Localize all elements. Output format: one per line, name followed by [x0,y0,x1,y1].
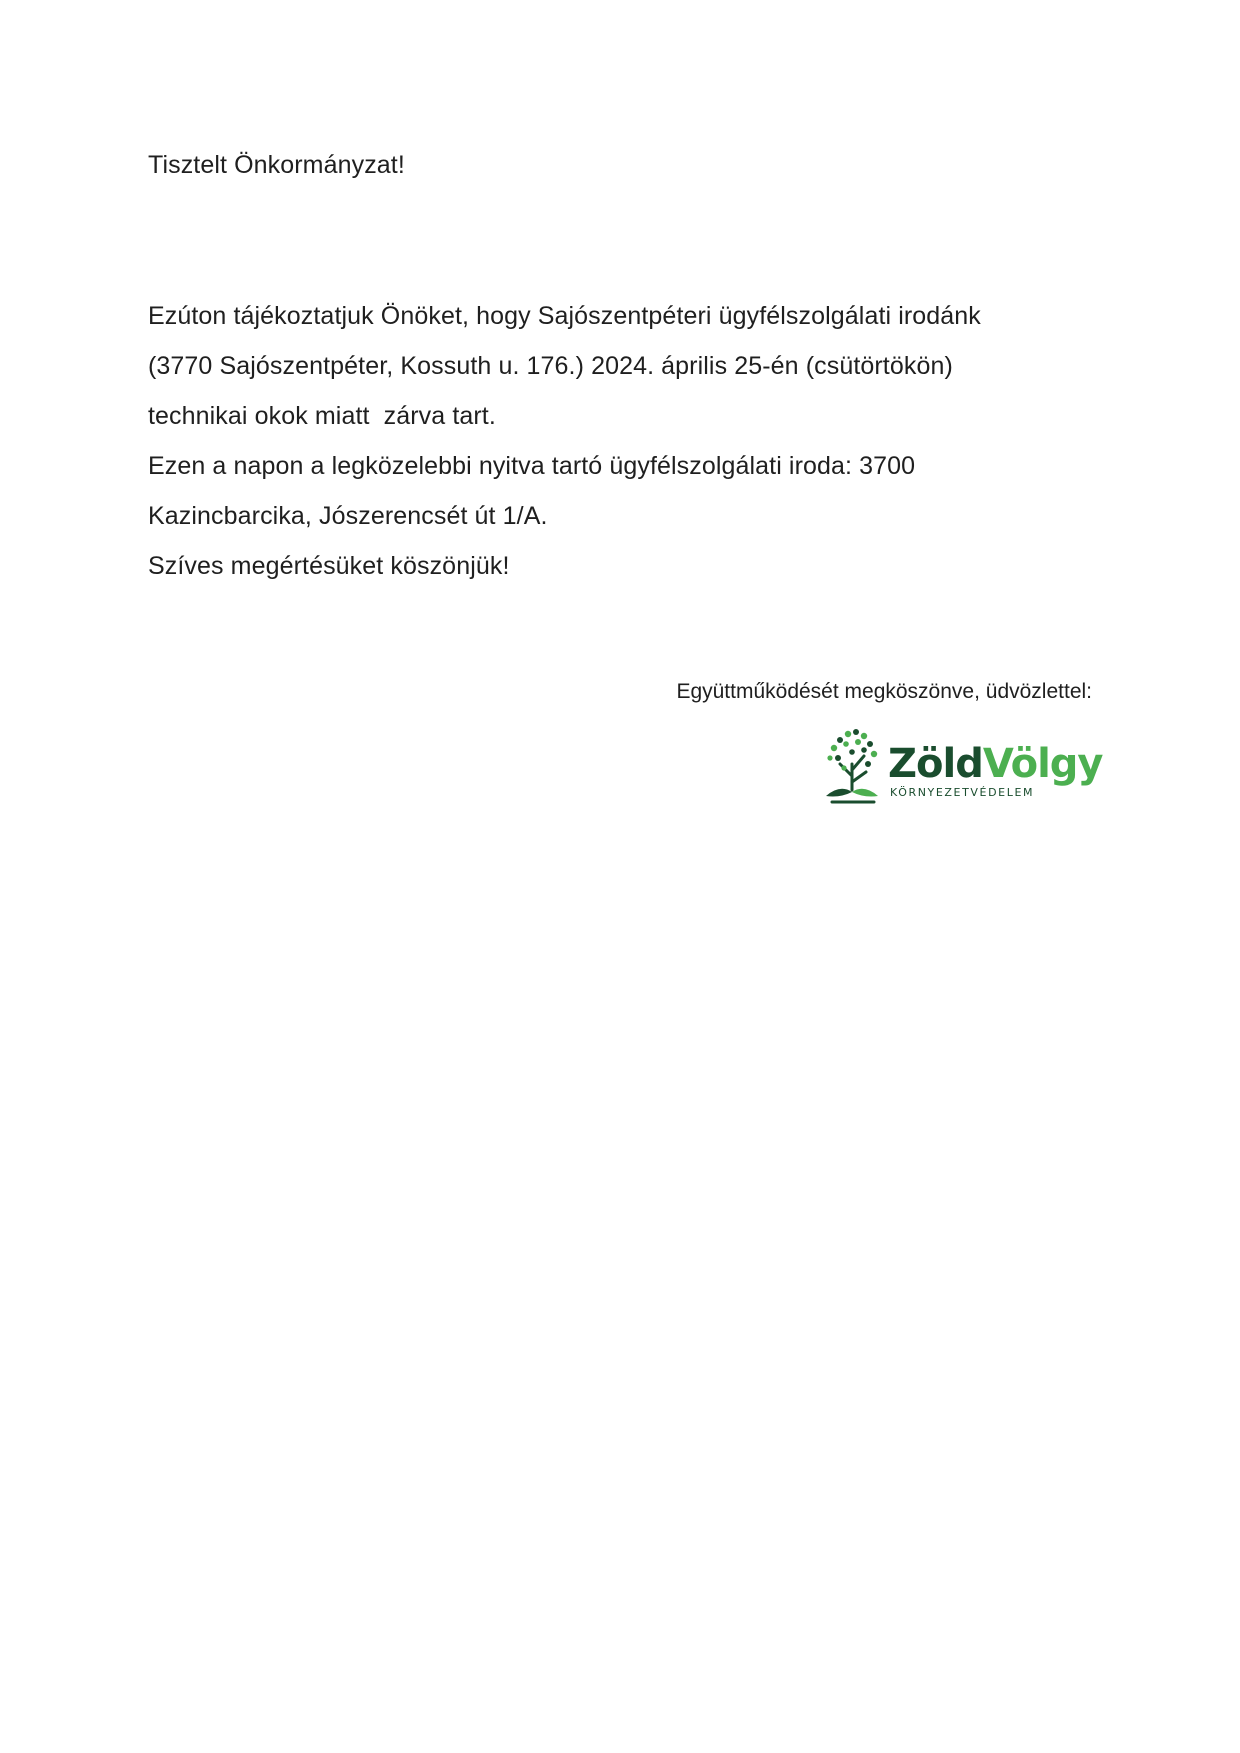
letter-body [148,291,1108,591]
logo-wordmark [888,742,1103,786]
letter-body-line: (3770 Sajószentpéter, Kossuth u. 176.) 2024. április 25-én (csütörtökön) [148,352,953,380]
logo-tagline: KÖRNYEZETVÉDELEM [890,786,1035,799]
letter-closing: Együttműködését megköszönve, üdvözlettel: [676,680,1092,703]
letter-body-line: Ezúton tájékoztatjuk Önöket, hogy Sajószentpéteri ügyfélszolgálati irodánk [148,302,981,330]
logo-word-part2: Völgy [982,741,1103,787]
letter-body-line: technikai okok miatt zárva tart. [148,402,496,430]
logo-word-part1: Zöld [888,741,983,787]
letter-body-line: Kazincbarcika, Jószerencsét út 1/A. [148,502,548,530]
letter-body-line: Ezen a napon a legközelebbi nyitva tartó ügyfélszolgálati iroda: 3700 [148,452,916,480]
letter-body-line: Szíves megértésüket köszönjük! [148,552,510,580]
tree-sprout-icon [818,724,888,804]
letter-greeting: Tisztelt Önkormányzat! [148,151,405,179]
company-logo [818,724,1103,804]
